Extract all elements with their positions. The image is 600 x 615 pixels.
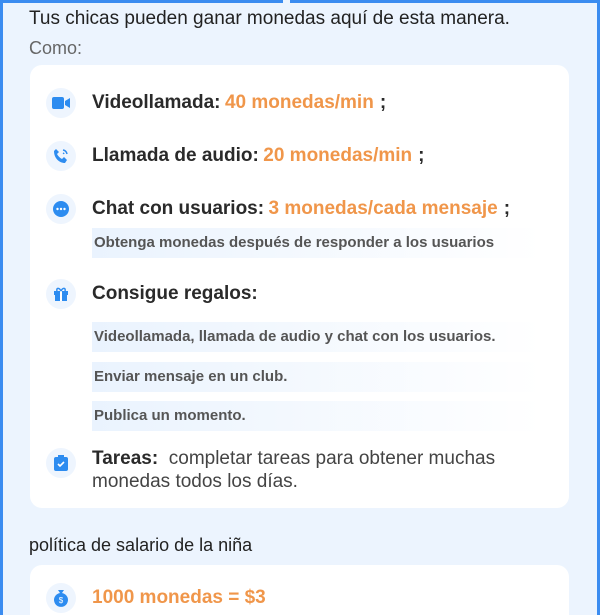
item-label: Consigue regalos: [92,283,258,304]
policy-rate-row [46,583,266,613]
svg-text:$: $ [58,596,64,605]
item-label: Chat con usuarios: [92,198,265,219]
gift-note: Enviar mensaje en un club. [92,362,542,392]
video-camera-icon [46,88,76,118]
gift-note: Videollamada, llamada de audio y chat con los usuarios. [92,322,542,352]
money-bag-icon [46,583,76,613]
item-suffix: ; [503,198,511,219]
phone-icon [46,141,76,171]
tasks-icon-wrap [46,448,92,478]
clipboard-check-icon [46,448,76,478]
item-gifts [46,279,258,309]
tasks-text: completar tareas para obtener muchas monedas todos los días. [92,448,496,492]
gift-icon [46,279,76,309]
policy-rate: 1000 monedas = $3 [92,587,266,608]
top-border [290,0,597,3]
chat-note: Obtenga monedas después de responder a los usuarios [92,228,542,258]
item-suffix: ; [379,92,387,113]
item-suffix: ; [418,145,425,166]
chat-bubble-icon [46,194,76,224]
top-border [3,0,283,3]
item-value: 20 monedas/min [263,145,413,166]
item-video [46,88,386,118]
policy-title: política de salario de la niña [29,535,253,555]
tasks-item [92,447,532,493]
intro-text: Tus chicas pueden ganar monedas aquí de esta manera. [29,8,510,29]
earning-methods-card [30,65,569,508]
gift-note: Publica un momento. [92,401,542,431]
policy-card [30,565,569,615]
item-value: 40 monedas/min [224,92,374,113]
tasks-label: Tareas: [92,448,159,469]
item-label: Llamada de audio: [92,145,259,166]
item-value: 3 monedas/cada mensaje [268,198,498,219]
item-label: Videollamada: [92,92,221,113]
como-label: Como: [29,38,83,58]
item-audio [46,141,424,171]
item-chat [46,194,510,224]
